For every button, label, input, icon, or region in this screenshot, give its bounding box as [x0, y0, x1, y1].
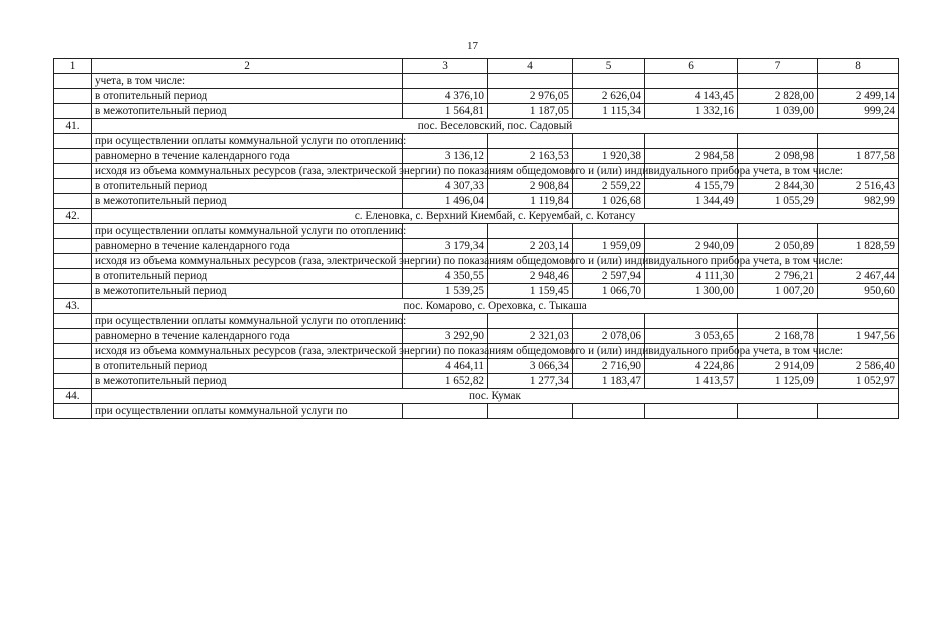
- row-index-cell: [54, 89, 92, 104]
- table-row: [54, 254, 899, 269]
- value-cell: 1 332,16: [645, 104, 738, 119]
- value-cell: 1 959,09: [573, 239, 645, 254]
- table-row: [54, 284, 899, 299]
- value-cell: 2 597,94: [573, 269, 645, 284]
- value-cell: [403, 74, 488, 89]
- section-title: с. Еленовка, с. Верхний Киембай, с. Керуембай, с. Котансу: [92, 209, 899, 224]
- value-cell: 2 168,78: [738, 329, 818, 344]
- table-row: [54, 194, 899, 209]
- value-cell: [818, 404, 899, 419]
- row-index-cell: [54, 269, 92, 284]
- row-index-cell: [54, 329, 92, 344]
- value-cell: 4 464,11: [403, 359, 488, 374]
- value-cell: 950,60: [818, 284, 899, 299]
- value-cell: 1 039,00: [738, 104, 818, 119]
- value-cell: 1 183,47: [573, 374, 645, 389]
- value-cell: 1 877,58: [818, 149, 899, 164]
- value-cell: [645, 134, 738, 149]
- value-cell: 2 163,53: [488, 149, 573, 164]
- row-index-cell: [54, 254, 92, 269]
- value-cell: 2 844,30: [738, 179, 818, 194]
- value-cell: 2 559,22: [573, 179, 645, 194]
- section-title: пос. Комарово, с. Ореховка, с. Тыкаша: [92, 299, 899, 314]
- page-number: 17: [467, 40, 478, 52]
- row-label: исходя из объема коммунальных ресурсов (газа, электрической энергии) по показаниям общедомового и (или) индивидуального прибора учета, в том числе:: [92, 164, 403, 179]
- row-index-cell: [54, 164, 92, 179]
- value-cell: [403, 134, 488, 149]
- table-row: [54, 404, 899, 419]
- row-index-cell: [54, 104, 92, 119]
- table-row: [54, 179, 899, 194]
- column-header: 3: [403, 59, 488, 74]
- value-cell: [403, 404, 488, 419]
- value-cell: 1 828,59: [818, 239, 899, 254]
- value-cell: 999,24: [818, 104, 899, 119]
- section-number: 41.: [54, 119, 92, 134]
- value-cell: 1 413,57: [645, 374, 738, 389]
- row-index-cell: [54, 224, 92, 239]
- value-cell: 1 026,68: [573, 194, 645, 209]
- table-row: [54, 344, 899, 359]
- table-row: [54, 239, 899, 254]
- row-label: при осуществлении оплаты коммунальной услуги по отоплению:: [92, 134, 403, 149]
- value-cell: 1 115,34: [573, 104, 645, 119]
- row-label: при осуществлении оплаты коммунальной услуги по: [92, 404, 403, 419]
- value-cell: [573, 224, 645, 239]
- value-cell: 1 055,29: [738, 194, 818, 209]
- row-index-cell: [54, 344, 92, 359]
- value-cell: 1 344,49: [645, 194, 738, 209]
- value-cell: [738, 74, 818, 89]
- value-cell: 1 920,38: [573, 149, 645, 164]
- value-cell: [738, 404, 818, 419]
- value-cell: [403, 314, 488, 329]
- value-cell: 2 948,46: [488, 269, 573, 284]
- value-cell: 1 496,04: [403, 194, 488, 209]
- value-cell: 1 277,34: [488, 374, 573, 389]
- value-cell: [738, 224, 818, 239]
- value-cell: 1 052,97: [818, 374, 899, 389]
- value-cell: [645, 314, 738, 329]
- value-cell: 1 125,09: [738, 374, 818, 389]
- section-row: [54, 119, 899, 134]
- value-cell: [573, 134, 645, 149]
- table-row: [54, 164, 899, 179]
- value-cell: [488, 314, 573, 329]
- row-index-cell: [54, 404, 92, 419]
- value-cell: 1 119,84: [488, 194, 573, 209]
- value-cell: 2 716,90: [573, 359, 645, 374]
- tariff-table: [53, 58, 899, 419]
- value-cell: [738, 134, 818, 149]
- row-label: в межотопительный период: [92, 104, 403, 119]
- table-row: [54, 269, 899, 284]
- value-cell: 3 292,90: [403, 329, 488, 344]
- section-number: 44.: [54, 389, 92, 404]
- section-row: [54, 209, 899, 224]
- value-cell: 2 499,14: [818, 89, 899, 104]
- value-cell: 3 053,65: [645, 329, 738, 344]
- value-cell: [488, 224, 573, 239]
- table-row: [54, 374, 899, 389]
- value-cell: 4 143,45: [645, 89, 738, 104]
- row-label: равномерно в течение календарного года: [92, 149, 403, 164]
- table-row: [54, 314, 899, 329]
- value-cell: 4 350,55: [403, 269, 488, 284]
- column-header: 5: [573, 59, 645, 74]
- column-header: 2: [92, 59, 403, 74]
- value-cell: 1 187,05: [488, 104, 573, 119]
- column-number-row: [54, 59, 899, 74]
- value-cell: 3 179,34: [403, 239, 488, 254]
- row-label: в отопительный период: [92, 359, 403, 374]
- value-cell: 1 159,45: [488, 284, 573, 299]
- table-row: [54, 134, 899, 149]
- value-cell: 1 539,25: [403, 284, 488, 299]
- row-index-cell: [54, 284, 92, 299]
- value-cell: [645, 74, 738, 89]
- value-cell: [573, 404, 645, 419]
- section-number: 43.: [54, 299, 92, 314]
- column-header: 7: [738, 59, 818, 74]
- row-index-cell: [54, 149, 92, 164]
- section-number: 42.: [54, 209, 92, 224]
- value-cell: [645, 404, 738, 419]
- value-cell: [818, 74, 899, 89]
- value-cell: 2 586,40: [818, 359, 899, 374]
- section-row: [54, 299, 899, 314]
- row-index-cell: [54, 239, 92, 254]
- value-cell: 2 321,03: [488, 329, 573, 344]
- value-cell: 1 564,81: [403, 104, 488, 119]
- value-cell: 4 224,86: [645, 359, 738, 374]
- table-row: [54, 224, 899, 239]
- row-label: в межотопительный период: [92, 284, 403, 299]
- value-cell: 4 376,10: [403, 89, 488, 104]
- row-index-cell: [54, 179, 92, 194]
- row-label: в отопительный период: [92, 179, 403, 194]
- value-cell: 2 908,84: [488, 179, 573, 194]
- value-cell: 1 007,20: [738, 284, 818, 299]
- row-index-cell: [54, 74, 92, 89]
- value-cell: [403, 224, 488, 239]
- value-cell: [573, 74, 645, 89]
- value-cell: 2 467,44: [818, 269, 899, 284]
- column-header: 1: [54, 59, 92, 74]
- row-label: в межотопительный период: [92, 194, 403, 209]
- value-cell: 4 111,30: [645, 269, 738, 284]
- value-cell: [818, 224, 899, 239]
- section-title: пос. Кумак: [92, 389, 899, 404]
- column-header: 4: [488, 59, 573, 74]
- value-cell: [488, 404, 573, 419]
- section-title: пос. Веселовский, пос. Садовый: [92, 119, 899, 134]
- value-cell: [738, 314, 818, 329]
- value-cell: 2 078,06: [573, 329, 645, 344]
- table-row: [54, 89, 899, 104]
- table-row: [54, 329, 899, 344]
- value-cell: [818, 134, 899, 149]
- row-index-cell: [54, 314, 92, 329]
- table-row: [54, 74, 899, 89]
- value-cell: [818, 314, 899, 329]
- row-label: исходя из объема коммунальных ресурсов (газа, электрической энергии) по показаниям общедомового и (или) индивидуального прибора учета, в том числе:: [92, 344, 403, 359]
- row-label: в отопительный период: [92, 89, 403, 104]
- row-label: в отопительный период: [92, 269, 403, 284]
- column-header: 8: [818, 59, 899, 74]
- value-cell: [573, 314, 645, 329]
- row-label: при осуществлении оплаты коммунальной услуги по отоплению:: [92, 314, 403, 329]
- value-cell: 2 976,05: [488, 89, 573, 104]
- value-cell: 2 796,21: [738, 269, 818, 284]
- section-row: [54, 389, 899, 404]
- row-label: исходя из объема коммунальных ресурсов (газа, электрической энергии) по показаниям общедомового и (или) индивидуального прибора учета, в том числе:: [92, 254, 403, 269]
- value-cell: 2 626,04: [573, 89, 645, 104]
- value-cell: [488, 134, 573, 149]
- row-label: в межотопительный период: [92, 374, 403, 389]
- row-label: учета, в том числе:: [92, 74, 403, 89]
- value-cell: 2 203,14: [488, 239, 573, 254]
- value-cell: 2 050,89: [738, 239, 818, 254]
- table-row: [54, 104, 899, 119]
- value-cell: 3 136,12: [403, 149, 488, 164]
- column-header: 6: [645, 59, 738, 74]
- table-row: [54, 359, 899, 374]
- row-label: при осуществлении оплаты коммунальной услуги по отоплению:: [92, 224, 403, 239]
- value-cell: 2 940,09: [645, 239, 738, 254]
- value-cell: [488, 74, 573, 89]
- value-cell: 1 652,82: [403, 374, 488, 389]
- value-cell: 3 066,34: [488, 359, 573, 374]
- table-row: [54, 149, 899, 164]
- value-cell: 1 300,00: [645, 284, 738, 299]
- row-label: равномерно в течение календарного года: [92, 329, 403, 344]
- value-cell: 2 516,43: [818, 179, 899, 194]
- row-label: равномерно в течение календарного года: [92, 239, 403, 254]
- value-cell: 2 828,00: [738, 89, 818, 104]
- value-cell: 4 307,33: [403, 179, 488, 194]
- value-cell: 2 914,09: [738, 359, 818, 374]
- value-cell: 1 066,70: [573, 284, 645, 299]
- value-cell: 4 155,79: [645, 179, 738, 194]
- row-index-cell: [54, 134, 92, 149]
- row-index-cell: [54, 194, 92, 209]
- value-cell: 982,99: [818, 194, 899, 209]
- value-cell: 2 984,58: [645, 149, 738, 164]
- value-cell: 2 098,98: [738, 149, 818, 164]
- row-index-cell: [54, 374, 92, 389]
- value-cell: [645, 224, 738, 239]
- value-cell: 1 947,56: [818, 329, 899, 344]
- row-index-cell: [54, 359, 92, 374]
